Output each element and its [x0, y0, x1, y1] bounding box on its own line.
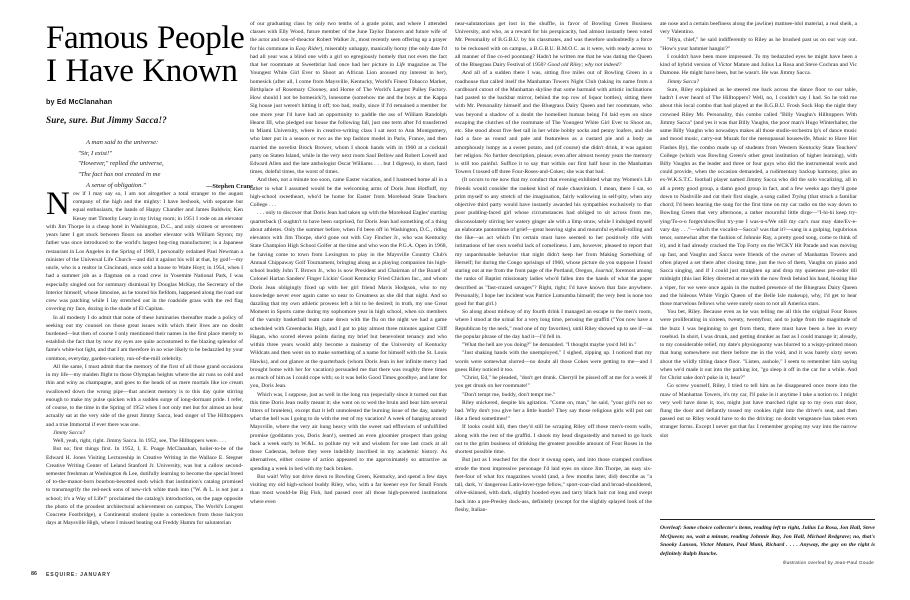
paragraph: Go screw yourself, Riley, I tried to tell him as he disappeared once more into the maw of Manhattan Towers, it's my car, I'll puke in it anytime I take a notion to. I might very well have done it, too, might just have marched right up to my own star door, flung the door and defiantly tossed my cookies right into the driver's seat, and then passed out so Riley would have to do the driving: no doubt vengeance has taken even stranger forms. Except I never got that far. I remember groping my way into the narrow slot — [660, 383, 857, 439]
drop-cap: N — [46, 186, 70, 222]
title-block — [46, 22, 251, 125]
epigraph-line-1: A man said to the universe: — [86, 139, 159, 146]
headline-line-1: Famous People — [46, 20, 245, 56]
paragraph: I couldn't have been more impressed. To my bedazzled eyes he might have been a kind of hybrid version of Victor Mature and Julius La Rosa and Steve Cochran and Vic Damone. He might have been, but he wasn't. He was Jimmy Sacca. — [660, 53, 857, 77]
paragraph: Jimmy Sacca? — [53, 429, 86, 436]
headline-line-2: I Have Known — [46, 52, 238, 89]
epigraph-attribution: —Stephen Crane — [205, 182, 253, 190]
text-column-1 — [46, 186, 243, 545]
paragraph: "Just shaking hands with the unemployed," I sighed, zipping up. I noticed that my words were somewhat slurred—no doubt all those Cokes were getting to me—and I guess Riley noticed it too. — [455, 350, 652, 373]
paragraph: You bet, Riley. Because even as he was telling me all this the original Four Roses were proliferating in sixteen, twenty, twentyfour, and to judge from the magnitude of the buzz I was beginning to get from them, there must have been a bee in every rosebud. In short, I was drunk, and getting drunker as fast as I could manage it; already, to my considerable relief, my date's physiognomy was blurred to a wispy-printed moon that hung somewhere out there before me in the void, and it was barely sixty seven about the wildly tilting dance floor. "Listen, asshole," I seem to remember him saying when we'd made it out into the parking lot, "go sleep it off in the car for a while. And for Christ sake don't puke in it, hear?" — [660, 309, 857, 382]
paragraph: Jimmy Sacca? — [667, 78, 700, 85]
text-column-4 — [660, 20, 857, 515]
paragraph: But no; first things first. In 1952, I, E. Poage McClanahan, holier-to-be of the Edward H. Jones Visiting Lectureship in Creative Writing in the Wallace E. Stegner Creative Writing Center of Leland Stanford Jr. University, was but a callow second-semester freshman at Washington & Lee, dutifully learning to become the special breed of to-the-manor-born bourbon-besotted snob which that institution's catalog promised to transmogrify the red-neck sons of new-rich white trash into ("W. & L. is not just a school; it's a Way of Life!" proclaimed the catalog's introduction, on the page opposite the photo of the proudest architectural achievement on campus, The World's Longest Concrete Footbridge), a Continental student (quite a comedown from those halcyon days at Maysville High, where I missed beating out Freddy Hamm for salutatorian — [46, 446, 243, 527]
paragraph-text: ow if I may say so, I am not altogether a total stranger to the august company of the high and the mighty: I have beshook, with separate but equal enthusiasm, the hands of Happy Chandler and James Baldwin; Ken Kesey met Timothy Leary in my living room; in 1951 I rode on an elevator with Jim Thorpe in a cheap hotel in Washington, D.C., and only sixteen or seventeen years later I got stuck between floors on another elevator with William Styron; my father was once introduced to the world's largest hog-ring manufacturer; is a Japanese restaurant in Los Angeles in the Spring of 1969, I personally ordained Paul Newman a minister of the Universal Life Church—and did it against his will at that, by god!—my uncle, who is a realtor in Cincinnati, once sold a house to Waite Hoyt; in 1954, when I had a summer job as a flagman on a road crew in Yosemite National Park, I was especially singled out for summary dismissal by Douglas McKay, the Secretary of the Interior himself, whose limosine, as he toured his fiefdom, happened along the road our crew was patching while I lay stretched out in the roadside grass with the red flag covering my face, dozing in the shade of El Capitan. — [46, 191, 243, 313]
page-title — [46, 22, 251, 87]
epigraph-line-4: "The fact has not created in me — [78, 171, 161, 179]
paragraph: near-salutatorians get lost in the shuffle, in favor of Bowling Green Business University, and who, as a reward for his perspicacity, had almost instantly been voted Mr. Personality of B.G.B.U. by his classmates, and was therefore undoubtedly a force to be reckoned with on campus, a B.G.B.U. B.M.O.C. as it were, with ready access to all manner of fine co-ed poontang? Hadn't he written me that he was dating the Queen of the Bluegrass Dairy Festival of 1950? Good old Riley; why not indeed? — [455, 21, 652, 69]
text-column-2 — [250, 20, 447, 545]
paragraph: All the same, I must admit that the memory of the first of all those grand occasions in my life—my maiden flight to those Olympian heights where the air runs so cold and thin and winy as champagne, and goes to the heads of us mere mortals like ice cream swallowed down the wrong pipe—that ancient memory is to this day quite stirring enough to make my pulse quicken with a sudden surge of long-dormant pride. I refer, of course, to the time in the Spring of 1952 when I not only met but for almost an hour actually sat at the very side of the great Jimmy Sacca, lead singer of The Hilltoppers and a true Immortal if ever there was one. — [46, 363, 243, 428]
paragraph: (It occurs to me now that my conduct that evening exhibited what my Women's Lib friends would consider the rankest kind of male chauvinism. I mean, there I sat, so prim myself to any stretch of the imagination, fairly wallowing in self-pity, when any objective third party would have instantly awarded his sympathies exclusively to that poor pudding-faced girl whose circumstances had obliged to sit across from me, disconsolately stirring her watery ginger ale with a limp straw, while I indulged myself an elaborate pantomime of grief—great heaving sighs and mournful eyeball-rolling and the like—as act which I'm certain must have seemed to her positively rife with intimations of her own woeful lack of comeliness. I am, however, pleased to report that my unpardonable behavior that night didn't keep her from Making Something of Herself; for during the Congo uprisings of 1960, whose picture do you suppose I found staring out at me from the front page of the Portland, Oregon, Journal, foremost among the ranks of Baptist missionary ladies who'd fallen into the hands of what the paper described as "fast-crazed savages"? Right, right; I'd have known that face anywhere. Personally, I hope her incident was Patrice Lumumba himself; the very best is none too good for that girl.) — [455, 177, 652, 307]
paragraph: . . . only to discover that Doris Jean had taken up with the Morehead Eagles' starting quarterback (I oughtn't to have been surprised, for Doris Jean had something of a thing about athletes. Only the summer before, when I'd been off in Washington, D.C., riding elevators with Jim Thorpe, she'd gone out with Coy Fincher Jr., who was Kentucky State Champion High School Golfer at the time and who won the P.G.A. Open in 1968, he having come to town from Lexington to play in the Maysville Country Club's Annual Chippaway Golf Tournament, bringing along as a playing companion his high-school buddy John T. Brown Jr., who is now President and Chairman of the Board of Colonel Harlan Sanders' Finger Lickin' Good Kentucky Fried Chicken Inc., and whom Doris Jean obligingly fixed up with her girl friend Mavis Hodgson, who to my knowledge never ever again came so near to Greatness as she did that night. And so dazzling that my own athletic prowess left a bit to be desired; in truth, my one Great Moment in Sports came during my sophomore year in high school, when six members of the varsity basketball team came down with the flu on the night we had a game scheduled with Greenbacks High, and I got to play almost three minutes against Cliff Hagan, who scored eleven points during my brief but benevolent tenancy and who within three years would ably become a mainstay of the University of Kentucky Wildcats and then went on to make something of a name for himself with the St. Louis Hawks), and out glance at the quarterback (whom Doris Jean in her infinite mercy had brought home with her for vacation) persuaded me that there was roughly three times as much of him as I could cope with; so it was hello Good Times goodbye, and later for you, Doris Jean. — [250, 210, 447, 390]
epigraph-line-5: A sense of obligation." — [86, 181, 146, 189]
paragraph: And all of a sudden there I was, sitting five miles out of Bowling Green in a roadhouse that called itself the Manhattan Towers Night Club (taking its name from a cardboard cutout of the Manhattan skyline that some barmaid with artistic inclinations had pasted to the backbar mirror, behind the top row of liquor bottles), sitting there with Mr. Personality himself and the Bluegrass Dairy Queen and her roommate, who was beyond a shadow of a doubt the homeliest human being I'd laid eyes on since escaping the clutches of the roommate of The Youngest White Girl Ever to Shoot an, etc. She stood about five feet tall in her white bobby socks and penny loafers, and she had a face as round and pale and featureless as a custard pie and a body as amorphously lumpy as a sweet potato, and (of course) she didn't drink, it was against her religion. No further description, please; even after almost twenty years the memory is still too painful. Suffice it to say that within our first half hour in the Manhattan Towers I tossed off three Four-Roses-and-Cokes; she was that bad. — [455, 70, 652, 176]
paragraph: "Don't tempt me, buddy, don't tempt me." — [462, 391, 556, 398]
folio-page-number: 86 — [31, 571, 37, 577]
paragraph: But just as I reached for the door it swung open, and into those cramped confines strode the most impressive personage I'd laid eyes on since Jim Thorpe, an easy six-feet-four of what fox magazines would (and, a few months later, did) describe as "a tall, dark, 'n' dangerous Latin-lover-type fellow," sport-coat-clad and broad-shouldered, olive-skinned, with dark, slightly hooded eyes and tarry black hair cut long and swept back into a pre-Presley duck-ass, definitely (except for the slightly splayed look of the fleshy, Italian- — [455, 457, 652, 513]
paragraph: In all modesty I do admit that none of these luminaries thereafter made a policy of seeking out my counsel on those great issues with which their lives are no doubt burdened—but then of course I only mentioned their names in the first place merely to establish the fact that by now my eyes are quite accustomed to the blazing splendor of fame's white-hot light, and that I am therefore in no wise likely to be bedazzled by your common, everyday, garden-variety, run-of-the-mill celebrity. — [46, 314, 243, 362]
paragraph: But wait! Why not drive down to Bowling Green, Kentucky, and spend a few days visiting my old high-school buddy Riley, who, with a far keener eye for Small Fonds than most would-be Big Fish, had passed over all those high-powered institutions where even — [250, 473, 447, 505]
epigraph-line-3: "However," replied the universe, — [78, 160, 164, 168]
paragraph: "Christ, Ed," he pleaded, "don't get drunk. Cherryll be pissed off at me for a week if you get drunk on her roommate!" — [455, 375, 652, 390]
paragraph: Riley snickered, despite his agitation. "Come on, man," he said, "your girl's not so bad. Why don't you give her a little hustle? They say those religious girls will put out like a fiend sometimes!" — [455, 399, 652, 423]
caption-divider — [660, 519, 875, 520]
article-deck: Sure, sure. But Jimmy Sacca!? — [46, 115, 167, 126]
illustration-credit: Illustration overleaf by Jean-Paul Goude — [782, 561, 874, 566]
epigraph-line-2: "Sir, I exist!" — [78, 149, 112, 157]
paragraph: So along about midway of my fourth drink I managed an escape to the men's room, where I stood at the urinal for a very long time, perusing the graffiti ("You now have a Republican by the neck," read one of my favorites), until Riley showed up to see if—as the popular phrase of the day had it—I'd fell in. — [455, 309, 652, 340]
overleaf-caption: Overleaf: Some choice collector's items, reading left to right, Julius La Rosa, Jon Hall, Steve McQueen; no, wait a minute, reading Johnnie Ray, Jon Hall, Michael Redgrave; no, that's Snooky Lanson, Victor Mature, Paul Muni, Richard . . . . Anyway, the guy on the right is definitely Ralph Bunche. — [660, 525, 875, 557]
paragraph: If looks could kill, then they'd still be scraping Riley off those men's-room walls, along with the rest of the graffiti. I shook my head disgustedly and turned to go back out to the grim business of drinking the greatest possible amount of Four Roses in the shortest possible time. — [455, 424, 652, 456]
publication-footer: ESQUIRE: JANUARY — [46, 572, 111, 578]
paragraph — [46, 186, 243, 314]
paragraph: Well, yeah, right, right. Jimmy Sacca. In 1952, see, The Hilltoppers were. . . . — [53, 438, 227, 445]
text-column-3 — [455, 20, 652, 545]
epigraph — [78, 138, 253, 192]
byline: by Ed McClanahan — [46, 97, 113, 107]
overleaf-caption-box — [660, 519, 875, 558]
paragraph: And then, not a minute too soon, came Easter vacation, and I hastened home all in a lather to what I assumed would be the welcoming arms of Doris Jean Hotfluff, my high-school sweetheart, who'd be home for Easter from Morehead State Teachers College . . . — [250, 177, 447, 209]
paragraph: Which was, I suppose, just as well in the long run (especially since it turned out that this time Doris Jean really meant it; she went on to wed the bruin and bear him several litters of brutelets), except that it left unmolested the burning issue of the day, namely what the hell was I going to do with the rest of my vacation? A week of hanging around Maysville, where the very air hung heavy with the sweet sad effluvium of unfulfilled promise (goddamn you, Doris Jean!), seemed an even gloomier prospect than going back a week early to W.&L. to pollute my wit and wisdom for one last crack at all those Cadenzas, before they were indelibly inscribed in my academic history. As alternatives, either course of action appeared to me approximately so attractive as spending a week in bed with my back broken. — [250, 391, 447, 472]
paragraph: of our graduating class by only two tenths of a grade point, and where I attended classes with Elly Wood, future member of the June Taylor Dancers and future wife of the actor and son-of-theactor Robert Walker Jr., most recently seen offering up a prayer for his commune in Easy Rider), miserably unhappy, manically horny (the only date I'd had all year was a blind one with a girl so egregiously homely that not even the fact that her roommate at Sweetbriar had once had her picture in Life magazine as The Youngest White Girl Ever to Shoot an African Lion aroused my interest in her), homesick (after all, I come from Maysville, Kentucky, World's Finest Tobacco Market, Birthplace of Rosemary Clooney, and Home of The World's Largest Pulley Factory. How should I not be homesick?), lonesome (somehow me and the boys at the Kappa Sig house just weren't hitting it off; too bad, really, since if I'd remained a member for one more year I'd have had an opportunity to paddle the ass of William Randolph Hearst III, who pledged our house the following fall, just one term after I'd transferred to Miami University, where in creative-writing class I sat next to Ann Montgomery, who later put in a season or two as the top fashion model in Paris, France, and then married the novelist Brock Brower, whom I shook hands with in 1960 at a cocktail party on Staten Island, while in the very next room Saul Bellow and Robert Lowell and Edward Allen and the late anthologist Oscar Williams . . . but I digress), in short, hard times, doleful times, the worst of times. — [250, 21, 447, 176]
paragraph: "Hiya, chief," he said indifferently to Riley as he brushed past us on our way out. "How's your hammer hangin'?" — [660, 37, 857, 52]
paragraph: ate nose and a certain beefiness along the jawline) matinee-idol material, a real sheik, a very Valentino. — [660, 21, 857, 36]
paragraph: "What the hell are you doing?" he demanded. "I thought maybe you'd fell in." — [462, 342, 637, 349]
paragraph: Sure, Riley explained as he steered me back across the dance floor to our table, hadn't I ever heard of The Hilltoppers? Well, no, I couldn't say I had. So he told me about this local combo that had played at the B.G.B.U. Frosh Sock Hop the night they crowned Riley Mr. Personality, this combo called "Billy Vaughn's Hilltoppers With Jimmy Sacca" (and yes it was that Billy Vaughn, the poor man's Hugo Winterhalter, the same Billy Vaughn who nowadays makes all those studio-orchestra lp's of dance music and mood music, carry-out Muzak for the menopausal housewife, Music to Have Hot Flashes By), the combo made up of students from Western Kentucky State Teachers' College (which was Bowling Green's other great institution of higher learning), with Billy Vaughn as the leader and three or four guys who did the instrumental work and could provide, when the occasion demanded, a rudimentary backup harmony, plus an ex-W.K.S.T.C. football player named Jimmy Sacca who did the solo vocalizing, all in all a pretty good group, a damn good group in fact, and a few weeks ago they'd gone down to Nashville and cut their first single, a song called Trying (that struck a familiar chord; I'd been hearing the song for the first time on my car radio on the way down to Bowling Green that very afternoon, a rather mournful little dirge—"I-hi-hi keep try-ying/To-o-o forget/show/But try-yne I was-n-s/We still my car's roar may date/Ev-e-vary day . . ."—which the vocalist—Sacca? was that it?—sang in a gulping, lugubrious tenor, somewhat after the fashion of Johnnie Ray, a pretty good song, come to think of it), and it had already cracked the Top Forty on the WCKY Hit Parade and was moving up fast, and Vaughn and Sacca were friends of the owner of Manhattan Towers and often played a set there after closing time, just the two of them, Vaughn on piano and Sacca singing, and if I could just straighten up and drop my quietness pre-order till midnight (this last Riley directed at me with the now fresh behind his hand, hissing like a viper, for we were once again in the malted presence of the Bluegrass Dairy Queen and the hideous White Virgin Queen of the Belle Isle makeup), why, I'd get to hear those marvelous fellows who were surely soon to not all America stars. — [660, 86, 857, 307]
